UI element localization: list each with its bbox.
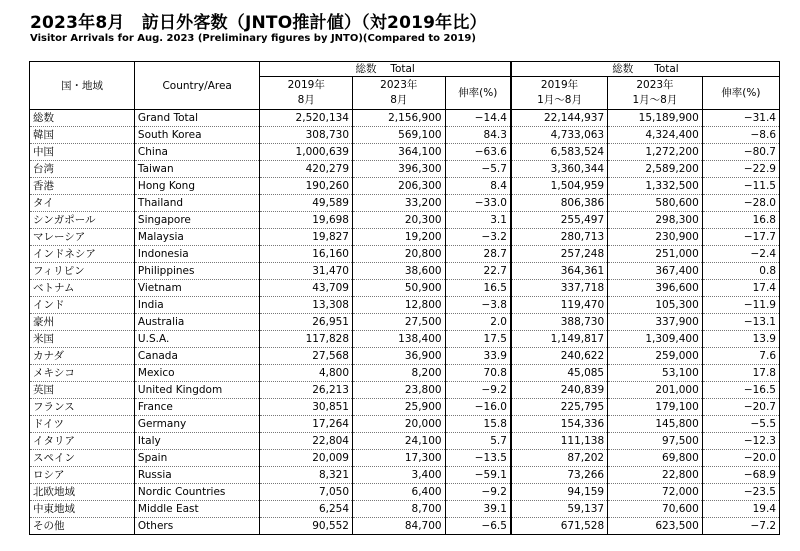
value-2023-aug: 20,300	[353, 212, 446, 229]
region-name-en: Malaysia	[134, 229, 260, 246]
growth-cumulative: −20.0	[702, 450, 779, 467]
value-2023-jan-aug: 1,272,200	[608, 144, 703, 161]
value-2019-jan-aug: 257,248	[511, 246, 608, 263]
table-row	[30, 110, 780, 127]
growth-cumulative: 17.4	[702, 280, 779, 297]
region-name-jp: 英国	[30, 382, 135, 399]
header-2019-jan-aug: 2019年 1月～8月	[511, 77, 608, 110]
region-name-jp: インドネシア	[30, 246, 135, 263]
growth-month: 39.1	[445, 501, 511, 518]
value-2023-aug: 84,700	[353, 518, 446, 535]
table-row	[30, 433, 780, 450]
value-2019-aug: 90,552	[260, 518, 353, 535]
growth-month: 28.7	[445, 246, 511, 263]
value-2023-aug: 138,400	[353, 331, 446, 348]
growth-month: −13.5	[445, 450, 511, 467]
value-2023-aug: 2,156,900	[353, 110, 446, 127]
value-2023-jan-aug: 396,600	[608, 280, 703, 297]
growth-cumulative: −23.5	[702, 484, 779, 501]
table-row	[30, 365, 780, 382]
growth-month: 3.1	[445, 212, 511, 229]
region-name-jp: インド	[30, 297, 135, 314]
region-name-jp: ベトナム	[30, 280, 135, 297]
table-row	[30, 399, 780, 416]
growth-cumulative: 7.6	[702, 348, 779, 365]
table-row	[30, 246, 780, 263]
value-2019-aug: 19,827	[260, 229, 353, 246]
value-2019-aug: 27,568	[260, 348, 353, 365]
region-name-en: Grand Total	[134, 110, 260, 127]
region-name-jp: 総数	[30, 110, 135, 127]
growth-month: 33.9	[445, 348, 511, 365]
value-2019-jan-aug: 388,730	[511, 314, 608, 331]
value-2019-jan-aug: 255,497	[511, 212, 608, 229]
value-2023-aug: 396,300	[353, 161, 446, 178]
region-name-en: Indonesia	[134, 246, 260, 263]
page-subtitle: Visitor Arrivals for Aug. 2023 (Preliminary figures by JNTO)(Compared to 2019)	[30, 33, 476, 44]
growth-month: −63.6	[445, 144, 511, 161]
value-2019-jan-aug: 225,795	[511, 399, 608, 416]
growth-cumulative: −31.4	[702, 110, 779, 127]
value-2023-aug: 3,400	[353, 467, 446, 484]
growth-month: −59.1	[445, 467, 511, 484]
value-2019-jan-aug: 364,361	[511, 263, 608, 280]
table-row	[30, 195, 780, 212]
region-name-jp: ロシア	[30, 467, 135, 484]
growth-month: 16.5	[445, 280, 511, 297]
region-name-jp: スペイン	[30, 450, 135, 467]
value-2019-jan-aug: 671,528	[511, 518, 608, 535]
table-row	[30, 348, 780, 365]
value-2023-jan-aug: 145,800	[608, 416, 703, 433]
value-2019-aug: 420,279	[260, 161, 353, 178]
value-2019-jan-aug: 280,713	[511, 229, 608, 246]
table-row	[30, 382, 780, 399]
region-name-jp: 台湾	[30, 161, 135, 178]
growth-cumulative: −28.0	[702, 195, 779, 212]
table-row	[30, 229, 780, 246]
value-2019-jan-aug: 1,149,817	[511, 331, 608, 348]
growth-month: −3.2	[445, 229, 511, 246]
value-2023-jan-aug: 4,324,400	[608, 127, 703, 144]
value-2019-aug: 6,254	[260, 501, 353, 518]
value-2019-jan-aug: 3,360,344	[511, 161, 608, 178]
value-2019-aug: 26,951	[260, 314, 353, 331]
region-name-en: Australia	[134, 314, 260, 331]
value-2019-aug: 308,730	[260, 127, 353, 144]
growth-month: −5.7	[445, 161, 511, 178]
value-2019-jan-aug: 59,137	[511, 501, 608, 518]
region-name-jp: 北欧地域	[30, 484, 135, 501]
region-name-jp: イタリア	[30, 433, 135, 450]
value-2019-aug: 117,828	[260, 331, 353, 348]
value-2019-aug: 1,000,639	[260, 144, 353, 161]
value-2023-jan-aug: 179,100	[608, 399, 703, 416]
growth-cumulative: 19.4	[702, 501, 779, 518]
growth-cumulative: −2.4	[702, 246, 779, 263]
value-2023-jan-aug: 15,189,900	[608, 110, 703, 127]
value-2023-jan-aug: 1,309,400	[608, 331, 703, 348]
value-2019-jan-aug: 4,733,063	[511, 127, 608, 144]
value-2023-aug: 36,900	[353, 348, 446, 365]
region-name-en: China	[134, 144, 260, 161]
region-name-jp: 米国	[30, 331, 135, 348]
value-2023-aug: 27,500	[353, 314, 446, 331]
value-2019-aug: 20,009	[260, 450, 353, 467]
growth-month: −6.5	[445, 518, 511, 535]
growth-cumulative: −68.9	[702, 467, 779, 484]
value-2023-aug: 17,300	[353, 450, 446, 467]
region-name-jp: フランス	[30, 399, 135, 416]
region-name-jp: その他	[30, 518, 135, 535]
value-2023-aug: 6,400	[353, 484, 446, 501]
value-2019-jan-aug: 22,144,937	[511, 110, 608, 127]
value-2019-aug: 4,800	[260, 365, 353, 382]
table-row	[30, 263, 780, 280]
value-2023-jan-aug: 201,000	[608, 382, 703, 399]
growth-cumulative: 13.9	[702, 331, 779, 348]
value-2023-aug: 33,200	[353, 195, 446, 212]
value-2023-aug: 20,000	[353, 416, 446, 433]
value-2023-aug: 364,100	[353, 144, 446, 161]
value-2019-jan-aug: 337,718	[511, 280, 608, 297]
table-row	[30, 331, 780, 348]
table-row	[30, 144, 780, 161]
growth-month: −16.0	[445, 399, 511, 416]
value-2019-aug: 8,321	[260, 467, 353, 484]
region-name-jp: 韓国	[30, 127, 135, 144]
region-name-jp: マレーシア	[30, 229, 135, 246]
header-2023-aug: 2023年 8月	[353, 77, 446, 110]
value-2023-jan-aug: 367,400	[608, 263, 703, 280]
value-2023-jan-aug: 72,000	[608, 484, 703, 501]
region-name-en: Italy	[134, 433, 260, 450]
table-row	[30, 501, 780, 518]
value-2019-jan-aug: 94,159	[511, 484, 608, 501]
table-row	[30, 297, 780, 314]
growth-cumulative: −80.7	[702, 144, 779, 161]
growth-month: 17.5	[445, 331, 511, 348]
value-2023-aug: 20,800	[353, 246, 446, 263]
growth-cumulative: −5.5	[702, 416, 779, 433]
header-growth-month: 伸率(%)	[445, 77, 511, 110]
value-2019-aug: 13,308	[260, 297, 353, 314]
table-row	[30, 178, 780, 195]
growth-cumulative: 0.8	[702, 263, 779, 280]
value-2019-jan-aug: 119,470	[511, 297, 608, 314]
growth-month: −3.8	[445, 297, 511, 314]
value-2023-jan-aug: 105,300	[608, 297, 703, 314]
growth-cumulative: −16.5	[702, 382, 779, 399]
region-name-en: Taiwan	[134, 161, 260, 178]
value-2019-aug: 17,264	[260, 416, 353, 433]
value-2023-jan-aug: 1,332,500	[608, 178, 703, 195]
growth-cumulative: −11.9	[702, 297, 779, 314]
table-row	[30, 518, 780, 535]
region-name-jp: ドイツ	[30, 416, 135, 433]
value-2023-aug: 23,800	[353, 382, 446, 399]
region-name-jp: 香港	[30, 178, 135, 195]
header-total-month: 総数 Total	[260, 62, 511, 77]
growth-cumulative: −17.7	[702, 229, 779, 246]
region-name-en: Russia	[134, 467, 260, 484]
header-region-jp: 国・地域	[30, 62, 135, 110]
value-2023-aug: 25,900	[353, 399, 446, 416]
value-2023-aug: 206,300	[353, 178, 446, 195]
region-name-jp: タイ	[30, 195, 135, 212]
table-row	[30, 280, 780, 297]
value-2023-jan-aug: 70,600	[608, 501, 703, 518]
value-2023-aug: 12,800	[353, 297, 446, 314]
region-name-jp: メキシコ	[30, 365, 135, 382]
region-name-en: Middle East	[134, 501, 260, 518]
value-2023-aug: 8,200	[353, 365, 446, 382]
value-2023-aug: 8,700	[353, 501, 446, 518]
value-2019-jan-aug: 111,138	[511, 433, 608, 450]
value-2019-aug: 30,851	[260, 399, 353, 416]
value-2019-jan-aug: 45,085	[511, 365, 608, 382]
value-2019-jan-aug: 1,504,959	[511, 178, 608, 195]
growth-cumulative: −8.6	[702, 127, 779, 144]
growth-month: −14.4	[445, 110, 511, 127]
value-2023-jan-aug: 337,900	[608, 314, 703, 331]
growth-month: 22.7	[445, 263, 511, 280]
table-row	[30, 484, 780, 501]
growth-month: 8.4	[445, 178, 511, 195]
region-name-en: Spain	[134, 450, 260, 467]
growth-month: 2.0	[445, 314, 511, 331]
region-name-en: Others	[134, 518, 260, 535]
value-2023-jan-aug: 251,000	[608, 246, 703, 263]
value-2023-aug: 569,100	[353, 127, 446, 144]
growth-month: 15.8	[445, 416, 511, 433]
value-2019-aug: 16,160	[260, 246, 353, 263]
value-2023-jan-aug: 298,300	[608, 212, 703, 229]
value-2023-aug: 24,100	[353, 433, 446, 450]
region-name-jp: フィリピン	[30, 263, 135, 280]
region-name-jp: カナダ	[30, 348, 135, 365]
region-name-en: Hong Kong	[134, 178, 260, 195]
value-2019-jan-aug: 240,622	[511, 348, 608, 365]
region-name-en: Canada	[134, 348, 260, 365]
value-2019-jan-aug: 87,202	[511, 450, 608, 467]
value-2019-aug: 26,213	[260, 382, 353, 399]
region-name-en: United Kingdom	[134, 382, 260, 399]
growth-cumulative: −7.2	[702, 518, 779, 535]
header-2019-aug: 2019年 8月	[260, 77, 353, 110]
region-name-en: Nordic Countries	[134, 484, 260, 501]
value-2023-aug: 50,900	[353, 280, 446, 297]
growth-month: 70.8	[445, 365, 511, 382]
visitor-arrivals-table	[29, 61, 780, 535]
value-2023-jan-aug: 623,500	[608, 518, 703, 535]
region-name-jp: 中東地域	[30, 501, 135, 518]
value-2023-jan-aug: 53,100	[608, 365, 703, 382]
table-row	[30, 467, 780, 484]
growth-cumulative: −12.3	[702, 433, 779, 450]
growth-cumulative: −11.5	[702, 178, 779, 195]
table-row	[30, 416, 780, 433]
value-2019-aug: 22,804	[260, 433, 353, 450]
value-2019-aug: 19,698	[260, 212, 353, 229]
table-row	[30, 127, 780, 144]
growth-cumulative: −13.1	[702, 314, 779, 331]
region-name-jp: シンガポール	[30, 212, 135, 229]
value-2019-jan-aug: 73,266	[511, 467, 608, 484]
page-title: 2023年8月 訪日外客数（JNTO推計値）（対2019年比）	[30, 13, 487, 33]
value-2019-aug: 190,260	[260, 178, 353, 195]
region-name-jp: 中国	[30, 144, 135, 161]
value-2019-aug: 2,520,134	[260, 110, 353, 127]
region-name-en: U.S.A.	[134, 331, 260, 348]
region-name-jp: 豪州	[30, 314, 135, 331]
header-growth-cumulative: 伸率(%)	[702, 77, 779, 110]
growth-month: −9.2	[445, 382, 511, 399]
value-2019-aug: 49,589	[260, 195, 353, 212]
value-2019-jan-aug: 6,583,524	[511, 144, 608, 161]
region-name-en: South Korea	[134, 127, 260, 144]
region-name-en: Thailand	[134, 195, 260, 212]
growth-cumulative: 17.8	[702, 365, 779, 382]
value-2023-jan-aug: 97,500	[608, 433, 703, 450]
value-2023-aug: 38,600	[353, 263, 446, 280]
value-2023-jan-aug: 2,589,200	[608, 161, 703, 178]
growth-cumulative: −20.7	[702, 399, 779, 416]
value-2023-jan-aug: 580,600	[608, 195, 703, 212]
value-2019-aug: 31,470	[260, 263, 353, 280]
table-row	[30, 161, 780, 178]
header-total-cumulative: 総数 Total	[511, 62, 780, 77]
value-2023-jan-aug: 230,900	[608, 229, 703, 246]
header-2023-jan-aug: 2023年 1月～8月	[608, 77, 703, 110]
growth-cumulative: −22.9	[702, 161, 779, 178]
header-region-en: Country/Area	[134, 62, 260, 110]
region-name-en: Vietnam	[134, 280, 260, 297]
growth-month: −9.2	[445, 484, 511, 501]
table-row	[30, 212, 780, 229]
growth-month: 84.3	[445, 127, 511, 144]
region-name-en: Mexico	[134, 365, 260, 382]
value-2023-aug: 19,200	[353, 229, 446, 246]
region-name-en: Philippines	[134, 263, 260, 280]
region-name-en: France	[134, 399, 260, 416]
value-2019-aug: 7,050	[260, 484, 353, 501]
table-row	[30, 314, 780, 331]
value-2023-jan-aug: 69,800	[608, 450, 703, 467]
region-name-en: Germany	[134, 416, 260, 433]
value-2019-jan-aug: 240,839	[511, 382, 608, 399]
value-2023-jan-aug: 22,800	[608, 467, 703, 484]
growth-cumulative: 16.8	[702, 212, 779, 229]
growth-month: −33.0	[445, 195, 511, 212]
region-name-en: Singapore	[134, 212, 260, 229]
value-2019-aug: 43,709	[260, 280, 353, 297]
value-2023-jan-aug: 259,000	[608, 348, 703, 365]
region-name-en: India	[134, 297, 260, 314]
value-2019-jan-aug: 154,336	[511, 416, 608, 433]
table-row	[30, 450, 780, 467]
growth-month: 5.7	[445, 433, 511, 450]
value-2019-jan-aug: 806,386	[511, 195, 608, 212]
